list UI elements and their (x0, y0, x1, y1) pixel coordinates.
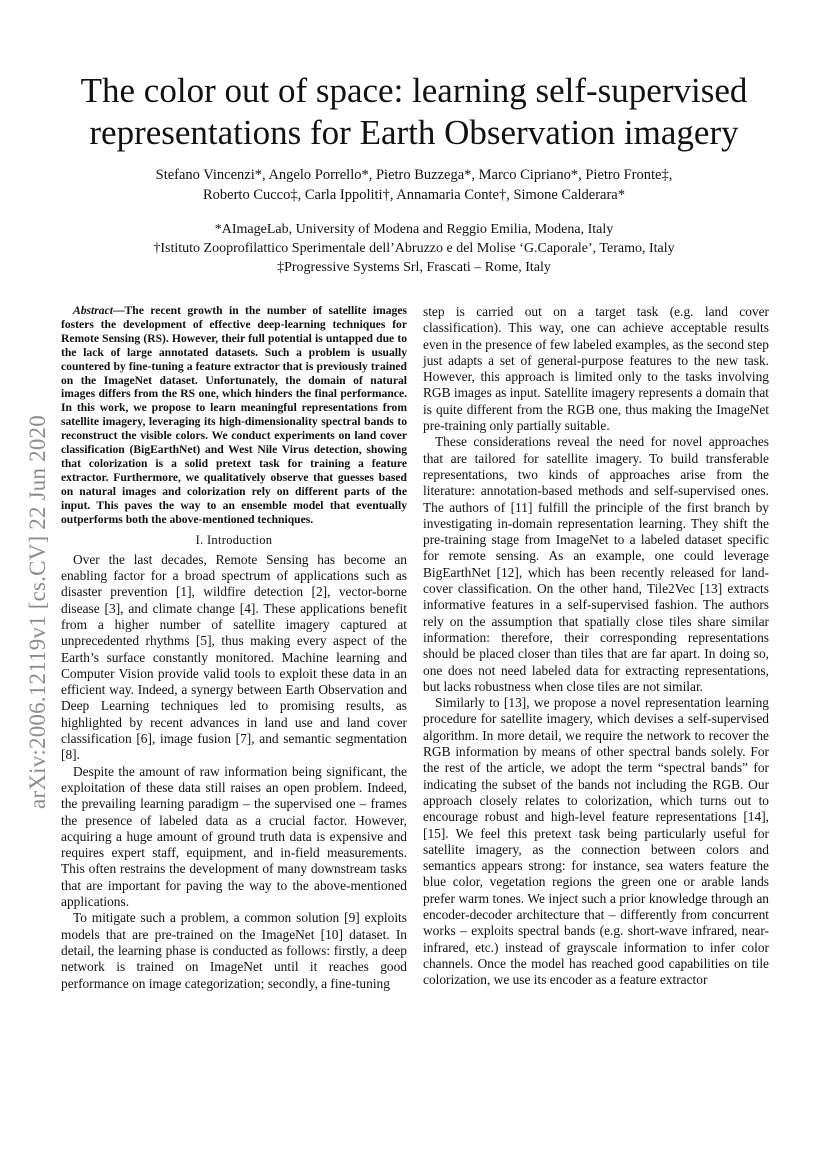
left-column (61, 304, 407, 992)
authors-line-1: Stefano Vincenzi*, Angelo Porrello*, Pietro Buzzega*, Marco Cipriano*, Pietro Fronte‡, (155, 167, 673, 183)
intro-paragraph-3: To mitigate such a problem, a common solution [9] exploits models that are pre-trained on the ImageNet [10] dataset. In detail, the learning phase is conducted as follows: firstly, a deep network is trained on ImageNet until it reaches good performance on image categorization; secondly, a fine-tuning (61, 910, 407, 991)
authors-line-2: Roberto Cucco‡, Carla Ippoliti†, Annamaria Conte†, Simone Calderara* (202, 187, 625, 203)
paper-title: The color out of space: learning self-supervised representations for Earth Observation imagery (80, 71, 748, 152)
right-column (423, 304, 769, 988)
intro-paragraph-4: step is carried out on a target task (e.g. land cover classification). This way, one can achieve acceptable results even in the presence of few labeled examples, as the second step just adapts a set of general-purpose features to the new task. However, this approach is limited only to the tasks involving RGB images as input. Satellite imagery represents a domain that is quite different from the RGB one, thus making the ImageNet pre-training only partially suitable. (423, 304, 769, 434)
abstract-label: Abstract (73, 304, 113, 317)
affiliation-2: †Istituto Zooprofilattico Sperimentale dell’Abruzzo e del Molise ‘G.Caporale’, Teramo, Italy (153, 241, 675, 256)
abstract (61, 304, 407, 527)
author-list (90, 165, 738, 205)
intro-paragraph-5: These considerations reveal the need for novel approaches that are tailored for satellite imagery. To build transferable representations, two kinds of approaches arise from the literature: annotation-based methods and self-supervised ones. The authors of [11] fulfill the principle of the first branch by investigating in-domain representation learning. They shift the pre-training stage from ImageNet to a labeled dataset specific for remote sensing. As an example, one could leverage BigEarthNet [12], which has been recently released for land-cover classification. On the other hand, Tile2Vec [13] extracts informative features in a self-supervised fashion. The authors rely on the assumption that spatially close tiles share similar information: therefore, their corresponding representations should be placed closer than tiles that are far apart. In doing so, one does not need labeled data for extracting representations, but lacks robustness when close tiles are not similar. (423, 434, 769, 694)
affiliations (90, 220, 738, 277)
intro-paragraph-6: Similarly to [13], we propose a novel representation learning procedure for satellite imagery, which devises a self-supervised algorithm. In more detail, we require the network to recover the RGB information by means of other spectral bands solely. For the rest of the article, we adopt the term “spectral bands” for indicating the subset of the bands not including the RGB. Our approach closely relates to colorization, which turns out to encourage robust and high-level feature representations [14], [15]. We feel this pretext task being particularly useful for satellite imagery, as the connection between colors and semantics appears strong: for instance, sea waters feature the blue color, vegetation regions the green one or arable lands prefer warm tones. We inject such a prior knowledge through an encoder-decoder architecture that – differently from concurrent works – exploits spectral bands (e.g. short-wave infrared, near-infrared, etc.) instead of grayscale information to infer color channels. Once the model has reached good capabilities on tile colorization, we use its encoder as a feature extractor (423, 695, 769, 988)
section-heading-introduction: I. Introduction (195, 532, 273, 547)
intro-paragraph-2: Despite the amount of raw information being significant, the exploitation of these data still raises an open problem. Indeed, the prevailing learning paradigm – the supervised one – frames the presence of labeled data as a crucial factor. However, acquiring a huge amount of ground truth data is expensive and requires expert staff, equipment, and in-field measurements. This often restrains the development of many downstream tasks that are important for paving the way to the above-mentioned applications. (61, 763, 407, 910)
arxiv-stamp: arXiv:2006.12119v1 [cs.CV] 22 Jun 2020 (25, 415, 50, 809)
intro-paragraph-1: Over the last decades, Remote Sensing has become an enabling factor for a broad spectrum of applications such as disaster prevention [1], wildfire detection [2], vector-borne disease [3], and climate change [4]. These applications benefit from a higher number of satellite imagery captured at unprecedented rhythms [5], thus making every aspect of the Earth’s surface constantly monitored. Machine learning and Computer Vision provide valid tools to exploit these data in an efficient way. Indeed, a synergy between Earth Observation and Deep Learning techniques led to promising results, as highlighted by recent advances in land use and land cover classification [6], image fusion [7], and semantic segmentation [8]. (61, 551, 407, 763)
affiliation-1: *AImageLab, University of Modena and Reggio Emilia, Modena, Italy (214, 222, 614, 237)
abstract-text: —The recent growth in the number of satellite images fosters the development of effective deep-learning techniques for Remote Sensing (RS). However, their full potential is untapped due to the lack of large annotated datasets. Such a problem is usually countered by fine-tuning a feature extractor that is previously trained on the ImageNet dataset. Unfortunately, the domain of natural images differs from the RS one, which hinders the final performance. In this work, we propose to learn meaningful representations from satellite imagery, leveraging its high-dimensionality spectral bands to reconstruct the visible colors. We conduct experiments on land cover classification (BigEarthNet) and West Nile Virus detection, showing that colorization is a solid pretext task for training a feature extractor. Furthermore, we qualitatively observe that guesses based on natural images and colorization rely on different parts of the input. This paves the way to an ensemble model that eventually outperforms both the above-mentioned techniques. (61, 304, 407, 526)
affiliation-3: ‡Progressive Systems Srl, Frascati – Rome, Italy (277, 260, 551, 275)
